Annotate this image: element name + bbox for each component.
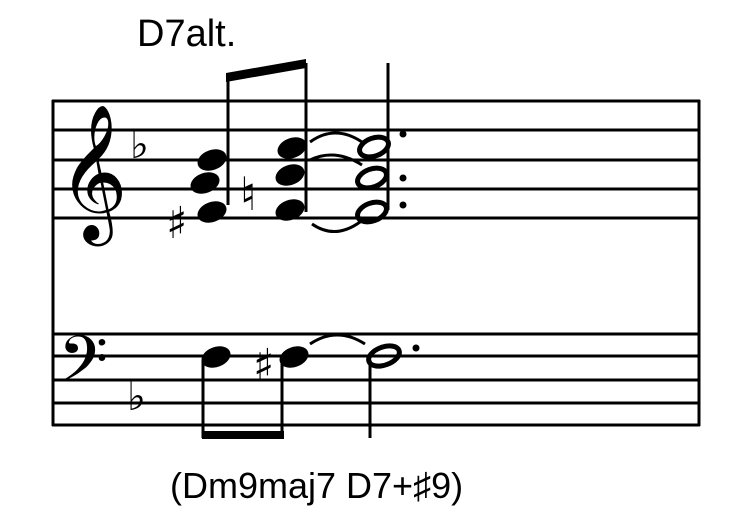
- bass-beam: [202, 431, 284, 439]
- notehead: [194, 145, 229, 174]
- bass-dot: [413, 345, 420, 352]
- notehead: [272, 195, 307, 224]
- treble-chord-2: [272, 133, 309, 224]
- treble-dots: [400, 131, 407, 209]
- treble-chord-3: [355, 133, 391, 225]
- notehead: [194, 197, 229, 226]
- treble-chord-1: [187, 145, 229, 226]
- half-notehead: [355, 198, 389, 225]
- sharp-accidental-bass: ♯: [253, 340, 275, 391]
- treble-clef-icon: 𝄞: [58, 102, 128, 240]
- notehead: [274, 133, 309, 162]
- chord-analysis-bottom: (Dm9maj7 D7+♯9): [170, 465, 464, 506]
- natural-accidental: ♮: [240, 167, 257, 221]
- key-signature-flat-bass: ♭: [127, 374, 146, 420]
- sharp-accidental: ♯: [166, 198, 188, 249]
- key-signature-flat-treble: ♭: [130, 122, 149, 168]
- bass-tie: [310, 335, 365, 344]
- barlines: [53, 100, 699, 426]
- notehead: [272, 160, 307, 189]
- half-notehead: [357, 133, 391, 160]
- bass-clef-icon: 𝄢: [58, 323, 109, 413]
- notehead: [187, 168, 222, 197]
- chord-symbol-top: D7alt.: [137, 13, 237, 55]
- treble-beam: [226, 59, 306, 82]
